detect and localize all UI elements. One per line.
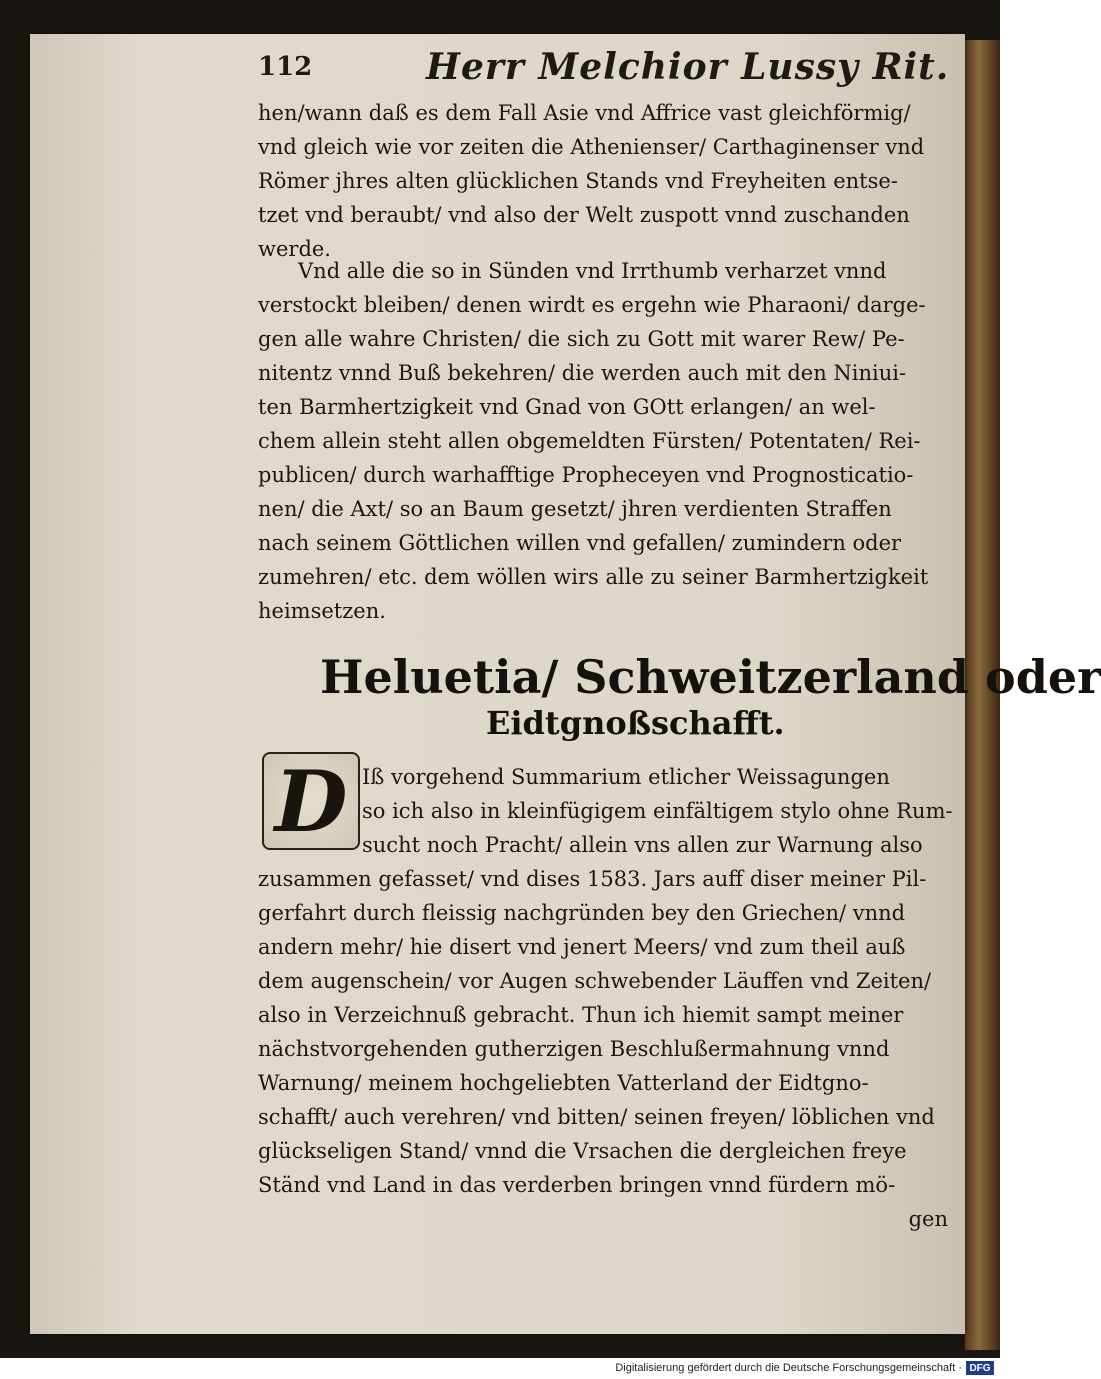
text-line: also in Verzeichnuß gebracht. Thun ich hiemit sampt meiner xyxy=(258,1003,904,1027)
text-line: schafft/ auch verehren/ vnd bitten/ seinen freyen/ löblichen vnd xyxy=(258,1105,935,1129)
text-line: ten Barmhertzigkeit vnd Gnad von GOtt erlangen/ an wel- xyxy=(258,395,876,419)
text-line: chem allein steht allen obgemeldten Fürsten/ Potentaten/ Rei- xyxy=(258,429,921,453)
running-head: Herr Melchior Lussy Rit. xyxy=(426,46,950,88)
decorated-initial: D xyxy=(262,752,360,850)
funding-note: Digitalisierung gefördert durch die Deutsche Forschungsgemeinschaft · xyxy=(615,1362,962,1374)
catchword: gen xyxy=(908,1207,948,1231)
text-line: zumehren/ etc. dem wöllen wirs alle zu seiner Barmhertzigkeit xyxy=(258,565,929,589)
text-line: Römer jhres alten glücklichen Stands vnd Freyheiten entse- xyxy=(258,169,898,193)
section-subheading: Eidtgnoßschafft. xyxy=(486,704,785,742)
text-line: Iß vorgehend Summarium etlicher Weissagungen xyxy=(362,765,890,789)
text-line: nitentz vnnd Buß bekehren/ die werden auch mit den Niniui- xyxy=(258,361,907,385)
text-line: nächstvorgehenden gutherzigen Beschlußermahnung vnnd xyxy=(258,1037,890,1061)
text-line: gen alle wahre Christen/ die sich zu Gott mit warer Rew/ Pe- xyxy=(258,327,905,351)
text-line: zusammen gefasset/ vnd dises 1583. Jars auff diser meiner Pil- xyxy=(258,867,927,891)
text-line: Warnung/ meinem hochgeliebten Vatterland der Eidtgno- xyxy=(258,1071,869,1095)
text-line: glückseligen Stand/ vnnd die Vrsachen die dergleichen freye xyxy=(258,1139,907,1163)
dfg-logo[interactable]: DFG xyxy=(966,1361,994,1375)
paragraph-2 xyxy=(258,254,948,628)
text-line: so ich also in kleinfügigem einfältigem stylo ohne Rum- xyxy=(362,799,953,823)
paragraph-3 xyxy=(258,862,948,1236)
text-line: tzet vnd beraubt/ vnd also der Welt zuspott vnnd zuschanden xyxy=(258,203,910,227)
paragraph-3-intro xyxy=(362,760,953,862)
text-line: gerfahrt durch fleissig nachgründen bey den Griechen/ vnnd xyxy=(258,901,906,925)
text-line: heimsetzen. xyxy=(258,599,386,623)
text-line: sucht noch Pracht/ allein vns allen zur Warnung also xyxy=(362,833,923,857)
text-line: nach seinem Göttlichen willen vnd gefallen/ zumindern oder xyxy=(258,531,902,555)
footer-bar xyxy=(0,1358,1000,1379)
text-line: andern mehr/ hie disert vnd jenert Meers/ vnd zum theil auß xyxy=(258,935,906,959)
page-number: 112 xyxy=(258,52,313,82)
paragraph-1 xyxy=(258,96,948,266)
text-line: nen/ die Axt/ so an Baum gesetzt/ jhren verdienten Straffen xyxy=(258,497,892,521)
text-line: dem augenschein/ vor Augen schwebender Läuffen vnd Zeiten/ xyxy=(258,969,932,993)
text-line: publicen/ durch warhafftige Propheceyen vnd Prognosticatio- xyxy=(258,463,914,487)
text-line: vnd gleich wie vor zeiten die Athenienser/ Carthaginenser vnd xyxy=(258,135,925,159)
section-heading: Heluetia/ Schweitzerland oder xyxy=(320,650,1101,704)
text-line: verstockt bleiben/ denen wirdt es ergehn wie Pharaoni/ darge- xyxy=(258,293,926,317)
page-header xyxy=(258,42,958,92)
text-line: Vnd alle die so in Sünden vnd Irrthumb verharzet vnnd xyxy=(298,259,887,283)
text-line: hen/wann daß es dem Fall Asie vnd Affrice vast gleichförmig/ xyxy=(258,101,911,125)
text-line: werde. xyxy=(258,237,331,261)
text-line: Ständ vnd Land in das verderben bringen vnnd fürdern mö- xyxy=(258,1173,896,1197)
